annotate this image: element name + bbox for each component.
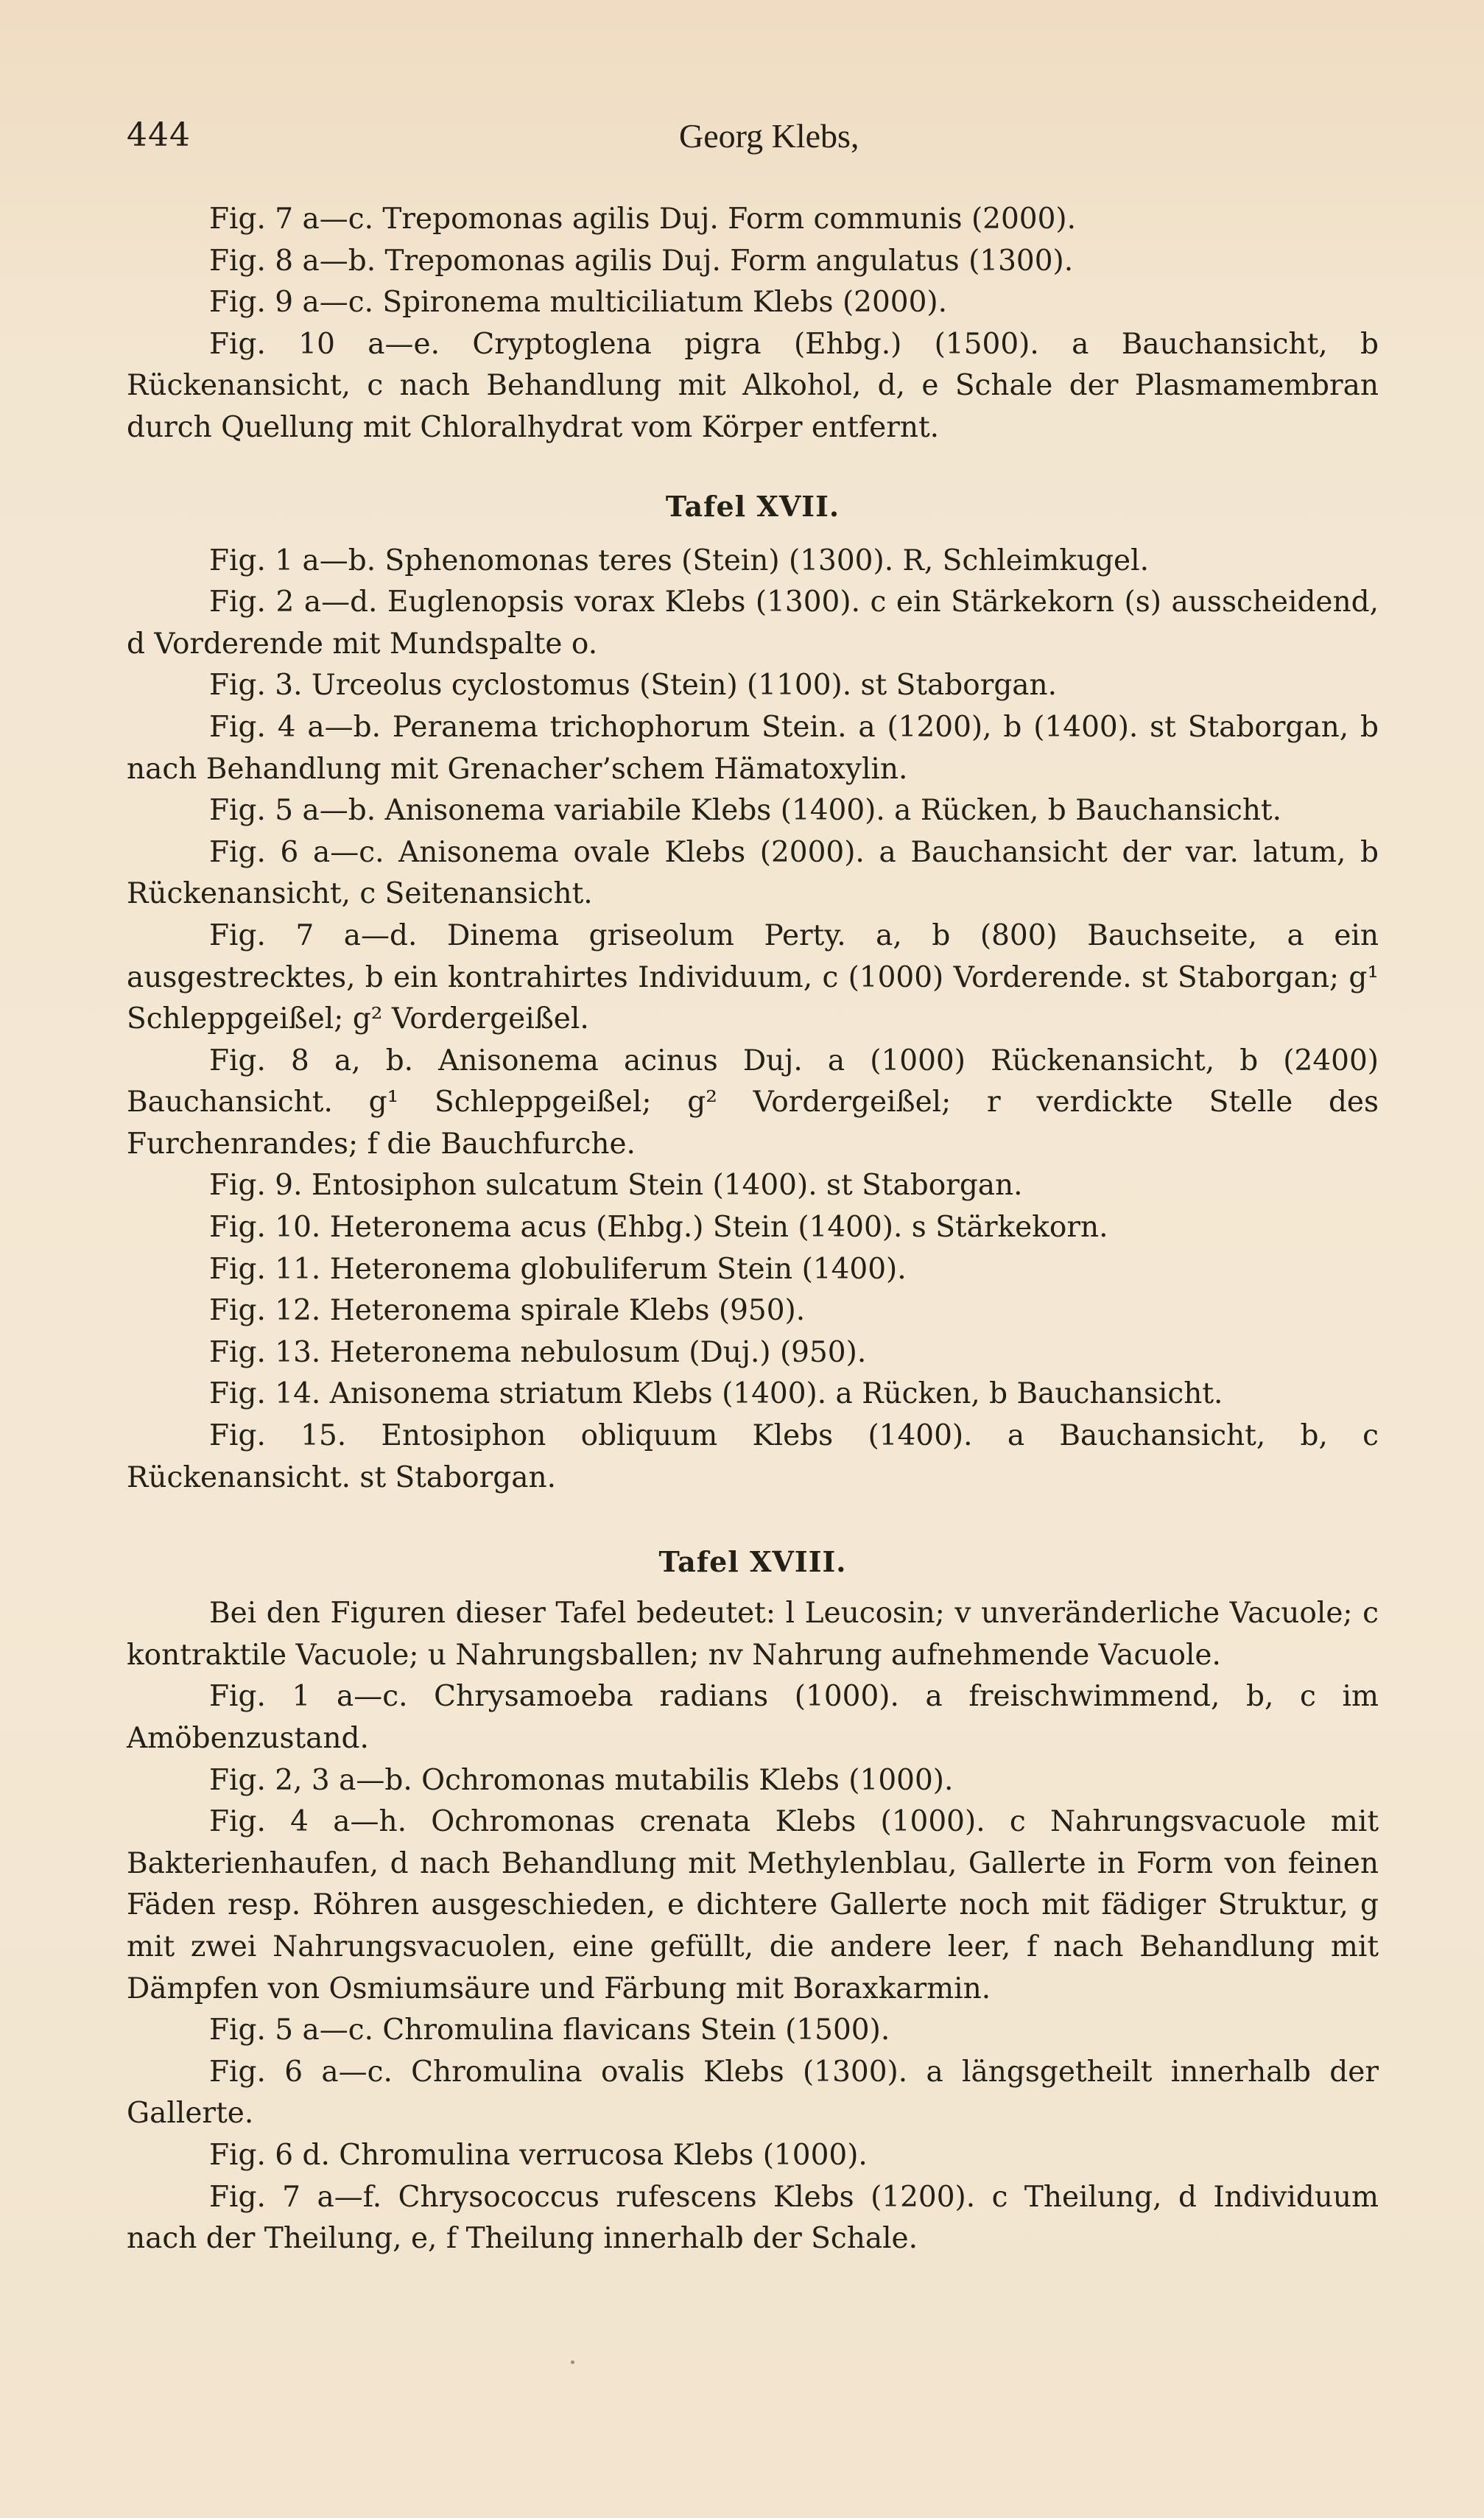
legend-note: Bei den Figuren dieser Tafel bedeutet: l Leucosin; v unveränderliche Vacuole; c kontraktile Vacuole; u Nahrungsballen; nv Nahrung aufnehmende Vacuole. xyxy=(127,1597,1379,1672)
figure-caption: Fig. 2, 3 a—b. Ochromonas mutabilis Klebs (1000). xyxy=(209,1763,954,1797)
figure-caption: Fig. 7 a—f. Chrysococcus rufescens Klebs (1200). c Theilung, d Individuum nach der Theilung, e, f Theilung innerhalb der Schale. xyxy=(127,2180,1379,2256)
page-header xyxy=(127,116,1379,161)
figure-caption: Fig. 7 a—c. Trepomonas agilis Duj. Form communis (2000). xyxy=(209,203,1077,236)
figure-caption: Fig. 9 a—c. Spironema multiciliatum Klebs (2000). xyxy=(209,286,948,320)
figure-caption: Fig. 9. Entosiphon sulcatum Stein (1400). st Staborgan. xyxy=(209,1169,1023,1203)
figure-caption: Fig. 2 a—d. Euglenopsis vorax Klebs (1300). c ein Stärkekorn (s) ausscheidend, d Vorderende mit Mundspalte o. xyxy=(127,585,1379,661)
figure-caption: Fig. 12. Heteronema spirale Klebs (950). xyxy=(209,1294,806,1328)
tafel-xvii-figure-list xyxy=(127,541,1379,1499)
figure-caption: Fig. 15. Entosiphon obliquum Klebs (1400). a Bauchansicht, b, c Rückenansicht. st Staborgan. xyxy=(127,1419,1379,1494)
section-heading-tafel-xviii: Tafel XVIII. xyxy=(658,1545,847,1579)
figure-caption: Fig. 3. Urceolus cyclostomus (Stein) (1100). st Staborgan. xyxy=(209,669,1058,703)
figure-caption: Fig. 8 a—b. Trepomonas agilis Duj. Form angulatus (1300). xyxy=(209,244,1074,278)
figure-caption: Fig. 6 a—c. Anisonema ovale Klebs (2000). a Bauchansicht der var. latum, b Rückenansicht, c Seitenansicht. xyxy=(127,835,1379,911)
paper-speck xyxy=(571,2360,574,2364)
figure-caption: Fig. 6 d. Chromulina verrucosa Klebs (1000). xyxy=(209,2138,868,2172)
figure-caption: Fig. 4 a—h. Ochromonas crenata Klebs (1000). c Nahrungsvacuole mit Bakterienhaufen, d nach Behandlung mit Methylenblau, Gallerte in Form von feinen Fäden resp. Röhren ausgeschieden, e dichtere Gallerte noch mit fädiger Struktur, g mit zwei Nahrungsvacuolen, eine gefüllt, die andere leer, f nach Behandlung mit Dämpfen von Osmiumsäure und Färbung mit Boraxkarmin. xyxy=(127,1805,1379,2005)
figure-caption: Fig. 7 a—d. Dinema griseolum Perty. a, b (800) Bauchseite, a ein ausgestrecktes, b ein kontrahirtes Individuum, c (1000) Vorderende. st Staborgan; g¹ Schleppgeißel; g² Vordergeißel. xyxy=(127,918,1379,1036)
figure-caption: Fig. 10. Heteronema acus (Ehbg.) Stein (1400). s Stärkekorn. xyxy=(209,1211,1108,1245)
figure-caption: Fig. 5 a—c. Chromulina flavicans Stein (1500). xyxy=(209,2014,890,2047)
figure-caption: Fig. 8 a, b. Anisonema acinus Duj. a (1000) Rückenansicht, b (2400) Bauchansicht. g¹ Schleppgeißel; g² Vordergeißel; r verdickte Stelle des Furchenrandes; f die Bauchfurche. xyxy=(127,1044,1379,1161)
figure-caption: Fig. 14. Anisonema striatum Klebs (1400). a Rücken, b Bauchansicht. xyxy=(209,1377,1223,1411)
figure-caption: Fig. 5 a—b. Anisonema variabile Klebs (1400). a Rücken, b Bauchansicht. xyxy=(209,794,1282,828)
running-head: Georg Klebs, xyxy=(679,117,859,155)
figure-caption: Fig. 1 a—b. Sphenomonas teres (Stein) (1300). R, Schleimkugel. xyxy=(209,544,1149,577)
page-number: 444 xyxy=(127,116,191,154)
figure-caption: Fig. 4 a—b. Peranema trichophorum Stein. a (1200), b (1400). st Staborgan, b nach Behandlung mit Grenacher’schem Hämatoxylin. xyxy=(127,710,1379,786)
figure-caption: Fig. 1 a—c. Chrysamoeba radians (1000). a freischwimmend, b, c im Amöbenzustand. xyxy=(127,1680,1379,1755)
tafel-xviii-figure-list xyxy=(127,1593,1379,2260)
figure-caption: Fig. 10 a—e. Cryptoglena pigra (Ehbg.) (1500). a Bauchansicht, b Rückenansicht, c nach Behandlung mit Alkohol, d, e Schale der Plasmamembran durch Quellung mit Chloralhydrat vom Körper entfernt. xyxy=(127,327,1379,444)
figure-caption: Fig. 11. Heteronema globuliferum Stein (1400). xyxy=(209,1252,907,1286)
page-body xyxy=(127,199,1379,2260)
figure-caption: Fig. 6 a—c. Chromulina ovalis Klebs (1300). a längsgetheilt innerhalb der Gallerte. xyxy=(127,2055,1379,2131)
section-heading-tafel-xvii: Tafel XVII. xyxy=(665,489,840,523)
figure-caption: Fig. 13. Heteronema nebulosum (Duj.) (950). xyxy=(209,1335,867,1369)
intro-figure-list xyxy=(127,199,1379,449)
